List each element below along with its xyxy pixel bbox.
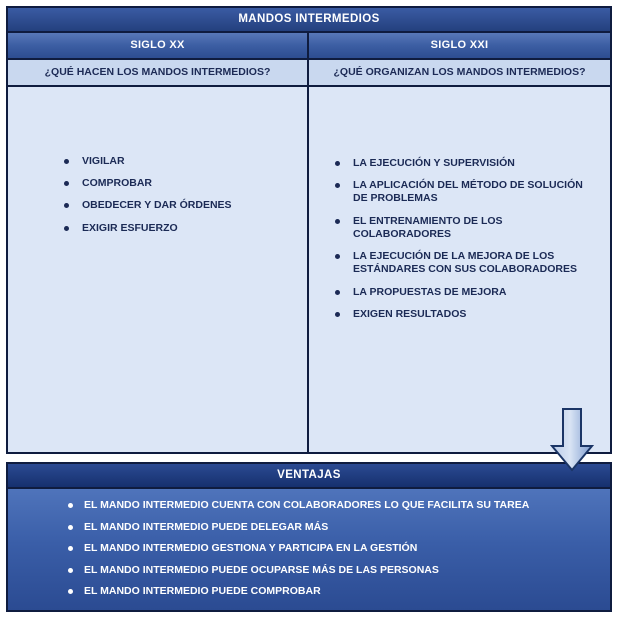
list-item: EL MANDO INTERMEDIO CUENTA CON COLABORADORES LO QUE FACILITA SU TAREA [66, 499, 600, 512]
page-title: MANDOS INTERMEDIOS [8, 8, 610, 33]
list-item: EL MANDO INTERMEDIO GESTIONA Y PARTICIPA EN LA GESTIÓN [66, 542, 600, 555]
content-cell-siglo-xx [8, 87, 309, 452]
century-header-row [8, 33, 610, 60]
ventajas-body [8, 489, 610, 610]
question-siglo-xxi: ¿QUÉ ORGANIZAN LOS MANDOS INTERMEDIOS? [309, 60, 610, 85]
list-item: LA APLICACIÓN DEL MÉTODO DE SOLUCIÓN DE PROBLEMAS [331, 179, 600, 205]
list-item: EXIGEN RESULTADOS [331, 308, 600, 321]
content-cell-siglo-xxi [309, 87, 610, 452]
ventajas-list [8, 499, 610, 598]
content-row [8, 87, 610, 452]
down-arrow-icon [550, 408, 594, 472]
list-item: LA EJECUCIÓN DE LA MEJORA DE LOS ESTÁNDARES CON SUS COLABORADORES [331, 250, 600, 276]
question-siglo-xx: ¿QUÉ HACEN LOS MANDOS INTERMEDIOS? [8, 60, 309, 85]
list-item: EL ENTRENAMIENTO DE LOS COLABORADORES [331, 215, 600, 241]
question-header-row [8, 60, 610, 87]
list-item: OBEDECER Y DAR ÓRDENES [60, 199, 299, 212]
century-header-siglo-xxi: SIGLO XXI [309, 33, 610, 58]
ventajas-title: VENTAJAS [8, 464, 610, 489]
century-header-siglo-xx: SIGLO XX [8, 33, 309, 58]
mandos-intermedios-block [6, 6, 612, 454]
list-item: VIGILAR [60, 155, 299, 168]
list-item: EL MANDO INTERMEDIO PUEDE COMPROBAR [66, 585, 600, 598]
list-item: EXIGIR ESFUERZO [60, 222, 299, 235]
list-item: COMPROBAR [60, 177, 299, 190]
list-item: LA EJECUCIÓN Y SUPERVISIÓN [331, 157, 600, 170]
list-item: EL MANDO INTERMEDIO PUEDE DELEGAR MÁS [66, 521, 600, 534]
ventajas-block [6, 462, 612, 612]
siglo-xx-list [60, 155, 299, 244]
list-item: EL MANDO INTERMEDIO PUEDE OCUPARSE MÁS DE LAS PERSONAS [66, 564, 600, 577]
list-item: LA PROPUESTAS DE MEJORA [331, 286, 600, 299]
siglo-xxi-list [331, 157, 600, 330]
